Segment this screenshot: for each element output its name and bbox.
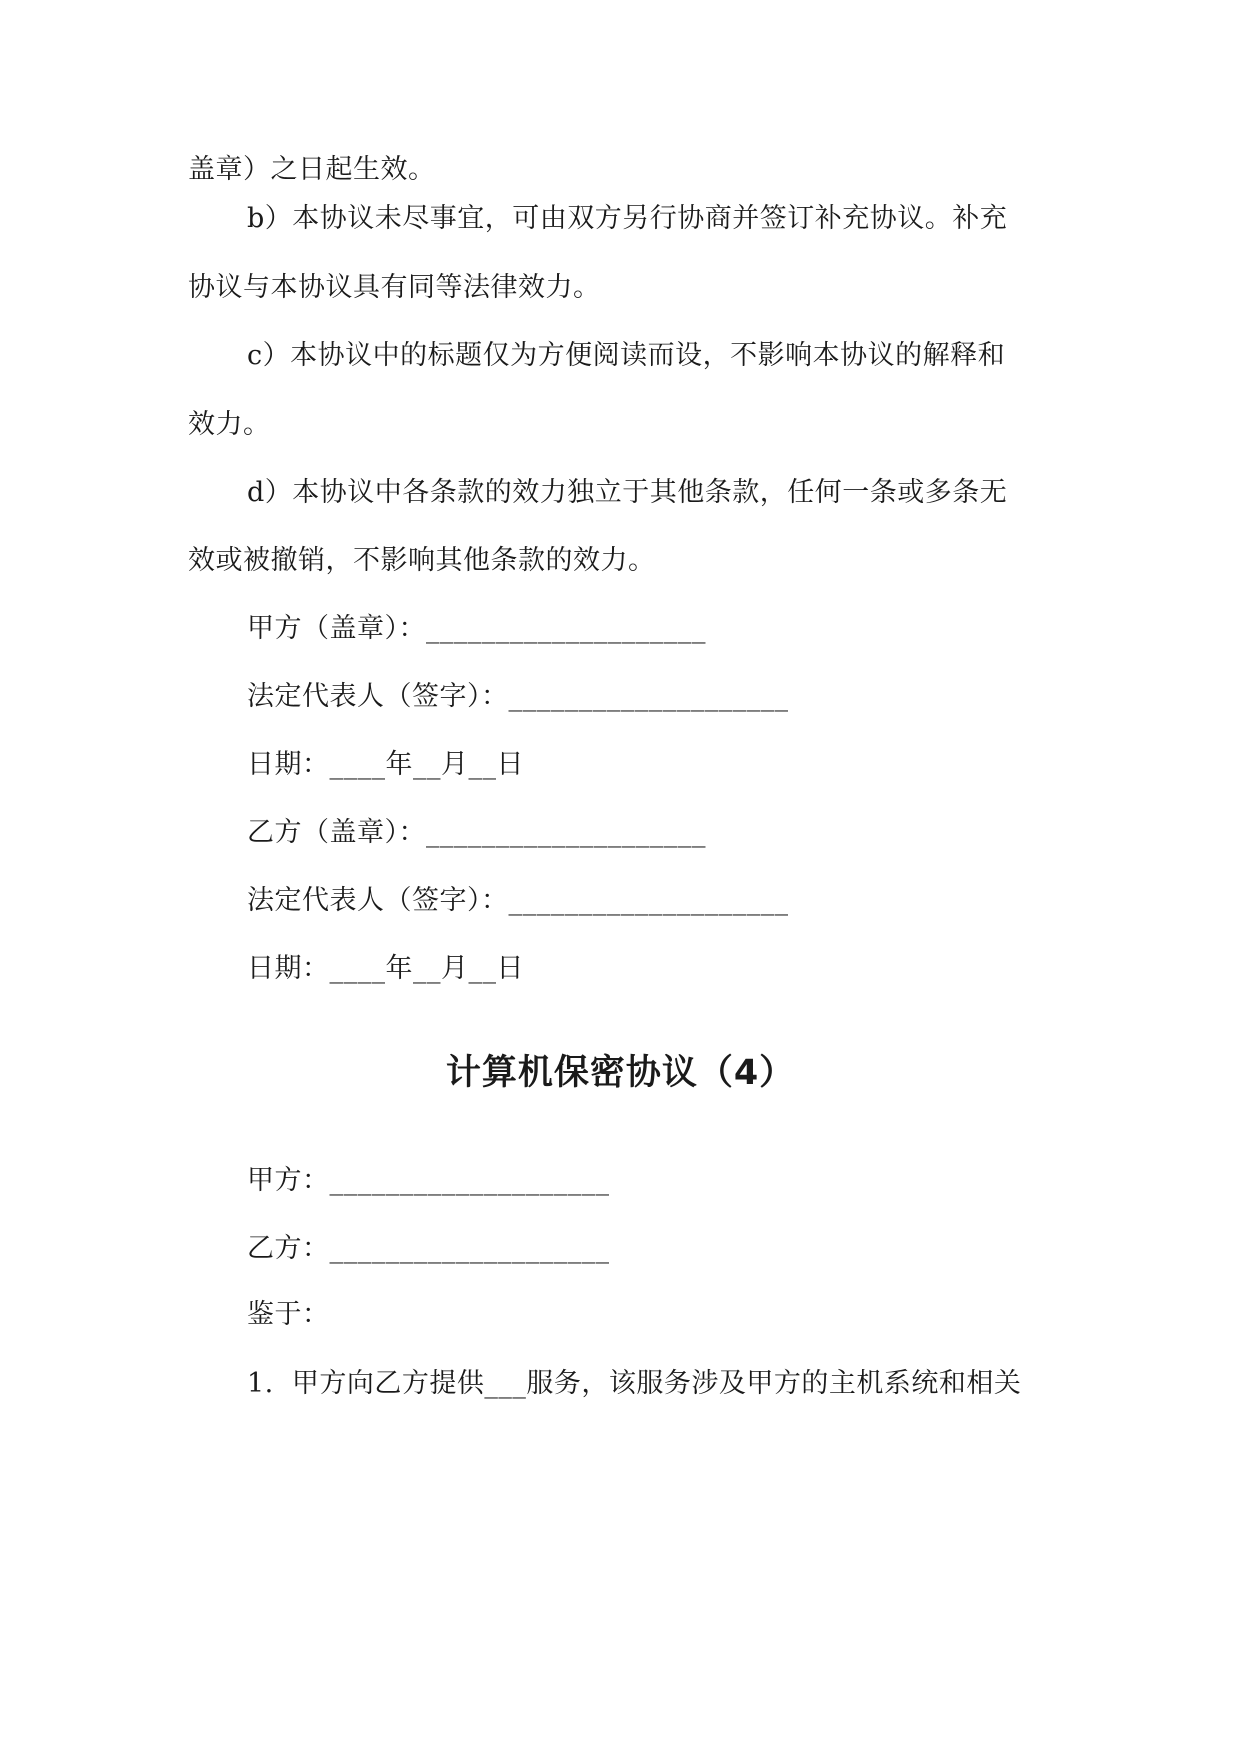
party-b-representative-line: 法定代表人（签字）：____________________ bbox=[247, 885, 789, 916]
agreement-title: 计算机保密协议（4） bbox=[445, 1053, 796, 1093]
party-b-date-line: 日期：____年__月__日 bbox=[247, 953, 524, 984]
numbered-item-1: 1. 甲方向乙方提供___服务，该服务涉及甲方的主机系统和相关 bbox=[247, 1368, 1022, 1399]
party-a-date-line: 日期：____年__月__日 bbox=[247, 749, 524, 780]
clause-b-line-2: 协议与本协议具有同等法律效力。 bbox=[188, 272, 601, 303]
party-b-seal-line: 乙方（盖章）：____________________ bbox=[247, 817, 706, 848]
party-b-line: 乙方：____________________ bbox=[247, 1233, 610, 1264]
clause-c-line-2: 效力。 bbox=[188, 409, 271, 440]
clause-c-line-1: c）本协议中的标题仅为方便阅读而设，不影响本协议的解释和 bbox=[247, 340, 1006, 371]
party-a-seal-line: 甲方（盖章）：____________________ bbox=[247, 613, 706, 644]
whereas-label: 鉴于： bbox=[247, 1299, 330, 1330]
paragraph-line: 盖章）之日起生效。 bbox=[188, 154, 436, 185]
clause-d-line-2: 效或被撤销，不影响其他条款的效力。 bbox=[188, 545, 656, 576]
party-a-line: 甲方：____________________ bbox=[247, 1165, 610, 1196]
party-a-representative-line: 法定代表人（签字）：____________________ bbox=[247, 681, 789, 712]
clause-d-line-1: d）本协议中各条款的效力独立于其他条款，任何一条或多条无 bbox=[247, 477, 1008, 508]
clause-b-line-1: b）本协议未尽事宜，可由双方另行协商并签订补充协议。补充 bbox=[247, 203, 1008, 234]
